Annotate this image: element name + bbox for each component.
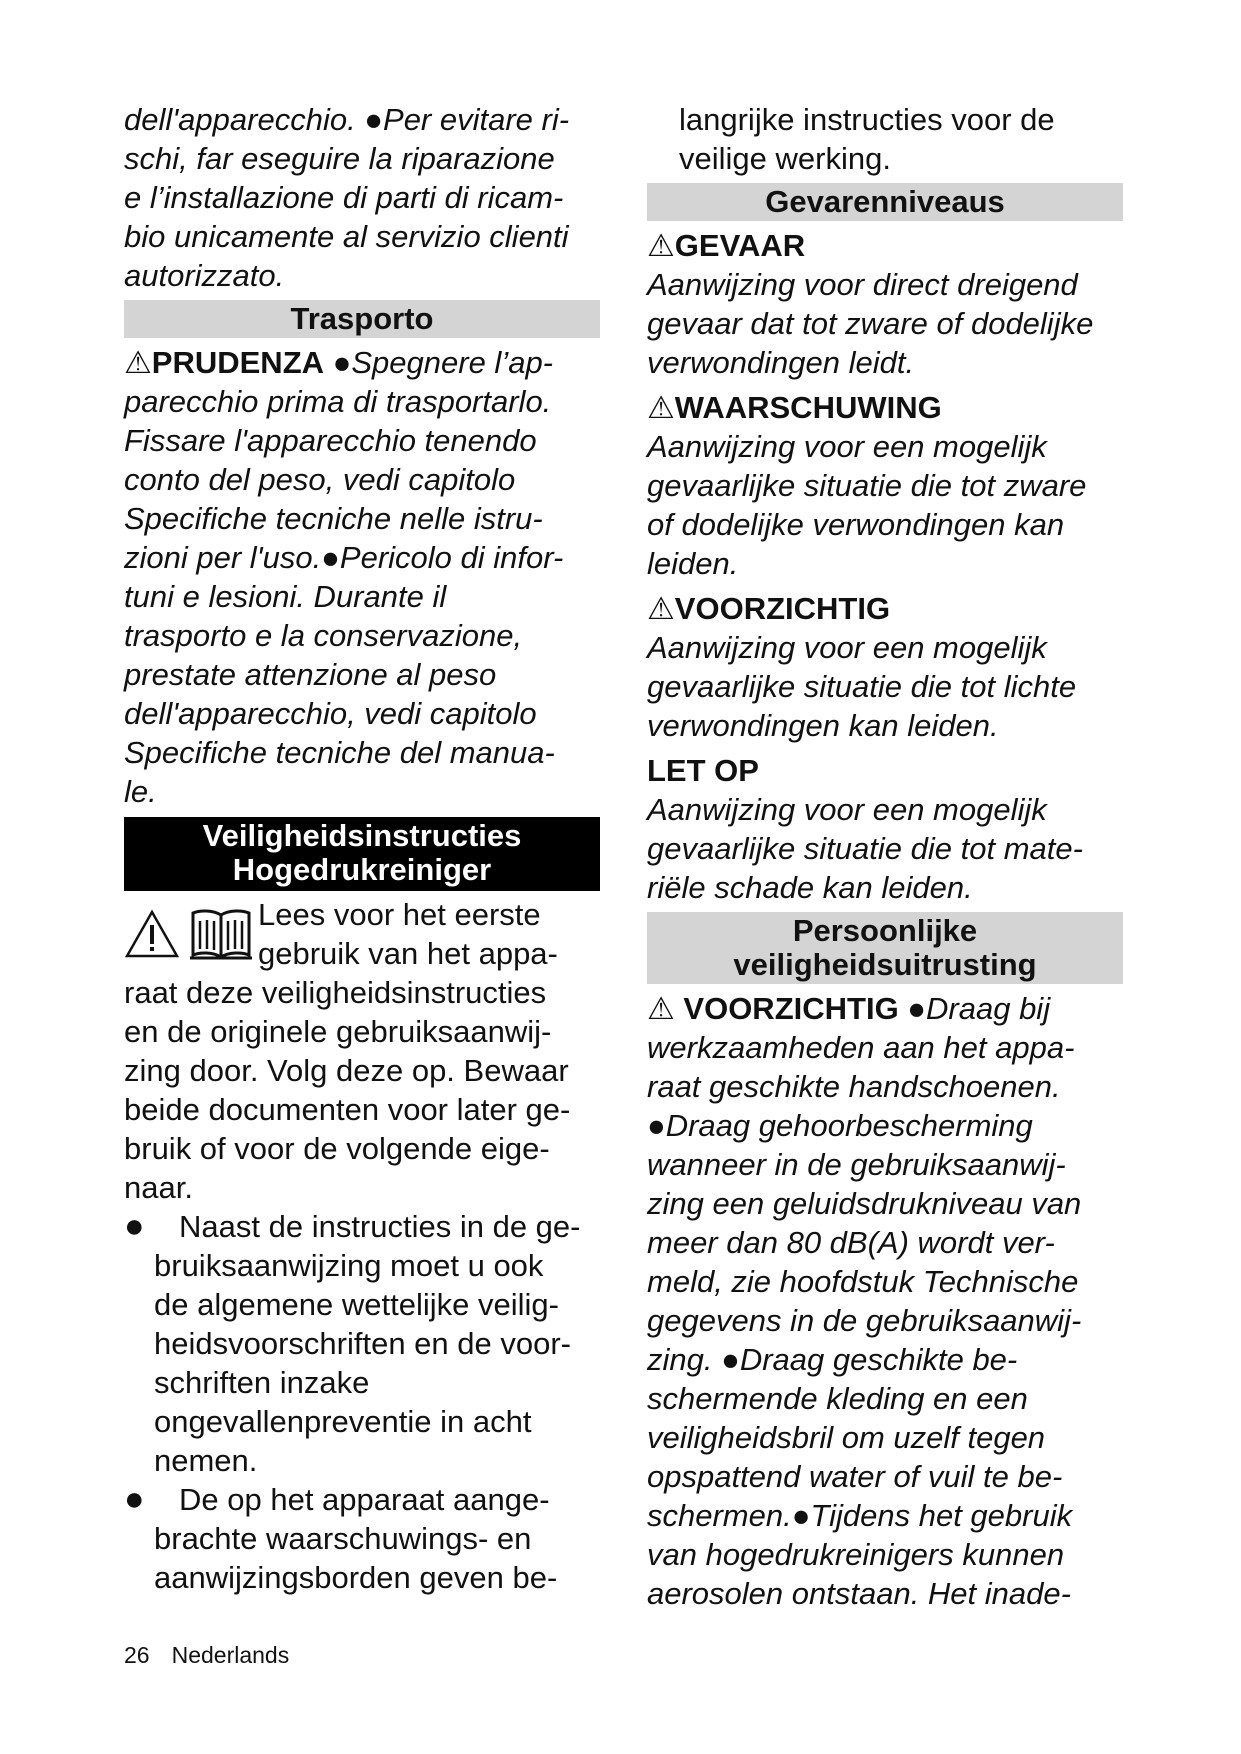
heading-line: Hogedrukreiniger (232, 852, 492, 887)
text-line: dell'apparecchio. ●Per evitare ri- (124, 102, 570, 137)
list-item-text (154, 1207, 600, 1480)
text-line: e l’installazione di parti di ricam- (124, 180, 564, 215)
list-item-text (154, 1480, 600, 1597)
bullet-icon: ● (124, 1480, 145, 1518)
text-line: gegevens in de gebruiksaanwij- (647, 1303, 1082, 1338)
intro-text-beside-icons (258, 895, 600, 973)
hazard-label: ⚠VOORZICHTIG (647, 591, 891, 626)
text-line: opspattend water of vuil te be- (647, 1459, 1063, 1494)
text-line: gevaarlijke situatie die tot mate- (647, 831, 1083, 866)
hazard-label: LET OP (647, 753, 759, 788)
text-line: aerosolen ontstaan. Het inade- (647, 1576, 1071, 1611)
text-line: raat deze veiligheidsinstructies (124, 975, 547, 1010)
left-continuation-text (124, 100, 600, 295)
text-line: veiligheidsbril om uzelf tegen (647, 1420, 1046, 1455)
right-continuation-text (647, 100, 1123, 178)
list-item (124, 1480, 600, 1597)
section-heading-transport: Trasporto (124, 300, 600, 338)
caution-label: ⚠PRUDENZA (124, 345, 325, 380)
text-line: wanneer in de gebruiksaanwij- (647, 1147, 1066, 1182)
text-line: Specifiche tecniche nelle istru- (124, 501, 543, 536)
text-line: Specifiche tecniche del manua- (124, 735, 555, 770)
text-line: tuni e lesioni. Durante il (124, 579, 447, 614)
text-line: of dodelijke verwondingen kan (647, 507, 1065, 542)
list-item (124, 1207, 600, 1480)
text-line (154, 1480, 600, 1519)
text-line: Aanwijzing voor direct dreigend (647, 267, 1078, 302)
text-line: Aanwijzing voor een mogelijk (647, 630, 1047, 665)
text-line: Aanwijzing voor een mogelijk (647, 429, 1047, 464)
text-line: zing door. Volg deze op. Bewaar (124, 1053, 569, 1088)
text-line: beide documenten voor later ge- (124, 1092, 571, 1127)
text-line: prestate attenzione al peso (124, 657, 497, 692)
heading-line: Persoonlijke (792, 913, 978, 948)
text-line: langrijke instructies voor de (679, 102, 1055, 137)
warning-triangle-icon (124, 909, 180, 959)
hazard-level-danger (647, 226, 1123, 382)
text-line (154, 1207, 600, 1246)
text-line (647, 989, 1123, 1028)
text-line: Fissare l'apparecchio tenendo (124, 423, 537, 458)
text-line: meer dan 80 dB(A) wordt ver- (647, 1225, 1055, 1260)
text-line: schermen.●Tijdens het gebruik (647, 1498, 1073, 1533)
right-column (647, 100, 1123, 1613)
text-line (124, 343, 600, 382)
text-line: gevaarlijke situatie die tot zware (647, 468, 1087, 503)
text-line: de algemene wettelijke veilig- (154, 1287, 559, 1322)
ppe-text (647, 989, 1123, 1613)
text-line: brachte waarschuwings- en (154, 1521, 532, 1556)
text-fragment: ●Spegnere l’ap- (324, 345, 554, 380)
text-line: naar. (124, 1170, 193, 1205)
text-line: le. (124, 774, 157, 809)
text-line: trasporto e la conservazione, (124, 618, 523, 653)
text-line: raat geschikte handschoenen. (647, 1069, 1061, 1104)
text-line: verwondingen kan leiden. (647, 708, 999, 743)
text-fragment: ●Draag bij (898, 991, 1051, 1026)
heading-line: veiligheidsuitrusting (733, 947, 1037, 982)
hazard-level-notice (647, 751, 1123, 907)
transport-text (124, 343, 600, 811)
text-line: bio unicamente al servizio clienti (124, 219, 569, 254)
text-fragment: De op het apparaat aange- (179, 1482, 550, 1517)
text-line: leiden. (647, 546, 739, 581)
section-heading-hazard-levels: Gevarenniveaus (647, 183, 1123, 221)
text-line: zioni per l'uso.●Pericolo di infor- (124, 540, 564, 575)
text-fragment: Naast de instructies in de ge- (179, 1209, 581, 1244)
hazard-level-caution (647, 589, 1123, 745)
page-number: 26 (124, 1642, 150, 1668)
safety-intro (124, 895, 600, 973)
text-line: werkzaamheden aan het appa- (647, 1030, 1075, 1065)
text-line: aanwijzingsborden geven be- (154, 1560, 558, 1595)
text-line: gebruik van het appa- (258, 936, 558, 971)
text-line: veilige werking. (679, 141, 891, 176)
text-line: bruiksaanwijzing moet u ook (154, 1248, 544, 1283)
text-line: schi, far eseguire la riparazione (124, 141, 555, 176)
text-line: zing een geluidsdrukniveau van (647, 1186, 1082, 1221)
text-line: nemen. (154, 1443, 258, 1478)
footer-language: Nederlands (171, 1642, 290, 1668)
bullet-icon: ● (124, 1207, 145, 1245)
text-line: zing. ●Draag geschikte be- (647, 1342, 1018, 1377)
text-line: en de originele gebruiksaanwij- (124, 1014, 552, 1049)
text-line: conto del peso, vedi capitolo (124, 462, 516, 497)
intro-icons (124, 895, 258, 973)
hazard-level-warning (647, 388, 1123, 583)
hazard-label: ⚠WAARSCHUWING (647, 390, 942, 425)
text-line: autorizzato. (124, 258, 285, 293)
text-line: heidsvoorschriften en de voor- (154, 1326, 572, 1361)
manual-book-icon (188, 907, 254, 961)
text-line: gevaarlijke situatie die tot lichte (647, 669, 1077, 704)
hazard-label: ⚠GEVAAR (647, 228, 806, 263)
text-line: gevaar dat tot zware of dodelijke (647, 306, 1094, 341)
section-heading-safety-instructions (124, 817, 600, 891)
text-line: ●Draag gehoorbescherming (647, 1108, 1033, 1143)
text-line: verwondingen leidt. (647, 345, 915, 380)
text-line: ongevallenpreventie in acht (154, 1404, 532, 1439)
text-line: van hogedrukreinigers kunnen (647, 1537, 1065, 1572)
text-line: Lees voor het eerste (258, 897, 541, 932)
page-footer (124, 1642, 311, 1669)
safety-intro-continued (124, 973, 600, 1207)
heading-line: Veiligheidsinstructies (202, 818, 522, 853)
caution-label: ⚠ VOORZICHTIG (647, 991, 899, 1026)
text-line: dell'apparecchio, vedi capitolo (124, 696, 537, 731)
text-line: schriften inzake (154, 1365, 370, 1400)
text-line: riële schade kan leiden. (647, 870, 973, 905)
left-column (124, 100, 600, 1597)
text-line: parecchio prima di trasportarlo. (124, 384, 552, 419)
text-line: bruik of voor de volgende eige- (124, 1131, 550, 1166)
text-line: schermende kleding en een (647, 1381, 1028, 1416)
section-heading-ppe (647, 912, 1123, 984)
text-line: Aanwijzing voor een mogelijk (647, 792, 1047, 827)
text-line: meld, zie hoofdstuk Technische (647, 1264, 1079, 1299)
